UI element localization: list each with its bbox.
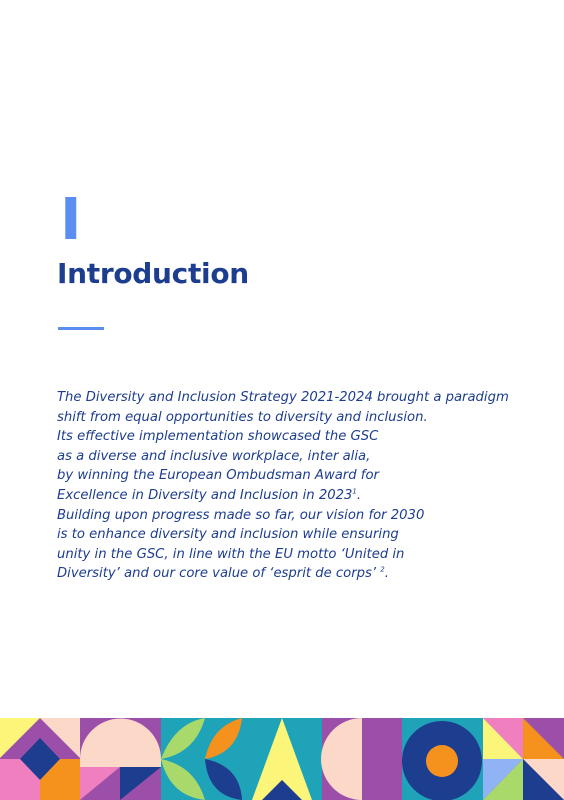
footnote-ref-2[interactable]: 2 (380, 565, 385, 574)
pattern-tile-1 (0, 718, 80, 800)
intro-line: as a diverse and inclusive workplace, inter alia, (57, 448, 371, 464)
chapter-title: Introduction (57, 257, 249, 290)
intro-paragraph (57, 388, 527, 584)
intro-line: by winning the European Ombudsman Award for (57, 468, 379, 484)
intro-last-text: Diversity’ and our core value of ‘esprit de corps’ (57, 566, 381, 582)
intro-award-text: Excellence in Diversity and Inclusion in 2023 (57, 487, 353, 503)
intro-line: unity in the GSC, in line with the EU motto ‘United in (57, 546, 405, 562)
intro-line: is to enhance diversity and inclusion while ensuring (57, 527, 399, 543)
title-underline (58, 327, 104, 330)
intro-line: Building upon progress made so far, our vision for 2030 (57, 507, 425, 523)
decorative-pattern-band (0, 718, 564, 800)
intro-last-end: . (384, 566, 389, 582)
intro-line: shift from equal opportunities to diversity and inclusion. (57, 409, 428, 425)
chapter-numeral: I (60, 197, 82, 241)
intro-line-award (57, 486, 527, 506)
pattern-tile-2 (80, 718, 161, 800)
pattern-shape (426, 745, 458, 777)
pattern-tile-6 (402, 718, 483, 800)
intro-line-last (57, 564, 527, 584)
pattern-tile-5 (321, 718, 403, 800)
pattern-tile-3 (161, 718, 242, 800)
intro-line: Its effective implementation showcased the GSC (57, 429, 379, 445)
intro-award-end: . (356, 487, 362, 503)
intro-line: The Diversity and Inclusion Strategy 2021-2024 brought a paradigm (57, 390, 509, 405)
footnote-ref-1[interactable]: 1 (352, 487, 357, 496)
pattern-tile-4 (242, 718, 322, 800)
pattern-tile-7 (483, 718, 564, 800)
